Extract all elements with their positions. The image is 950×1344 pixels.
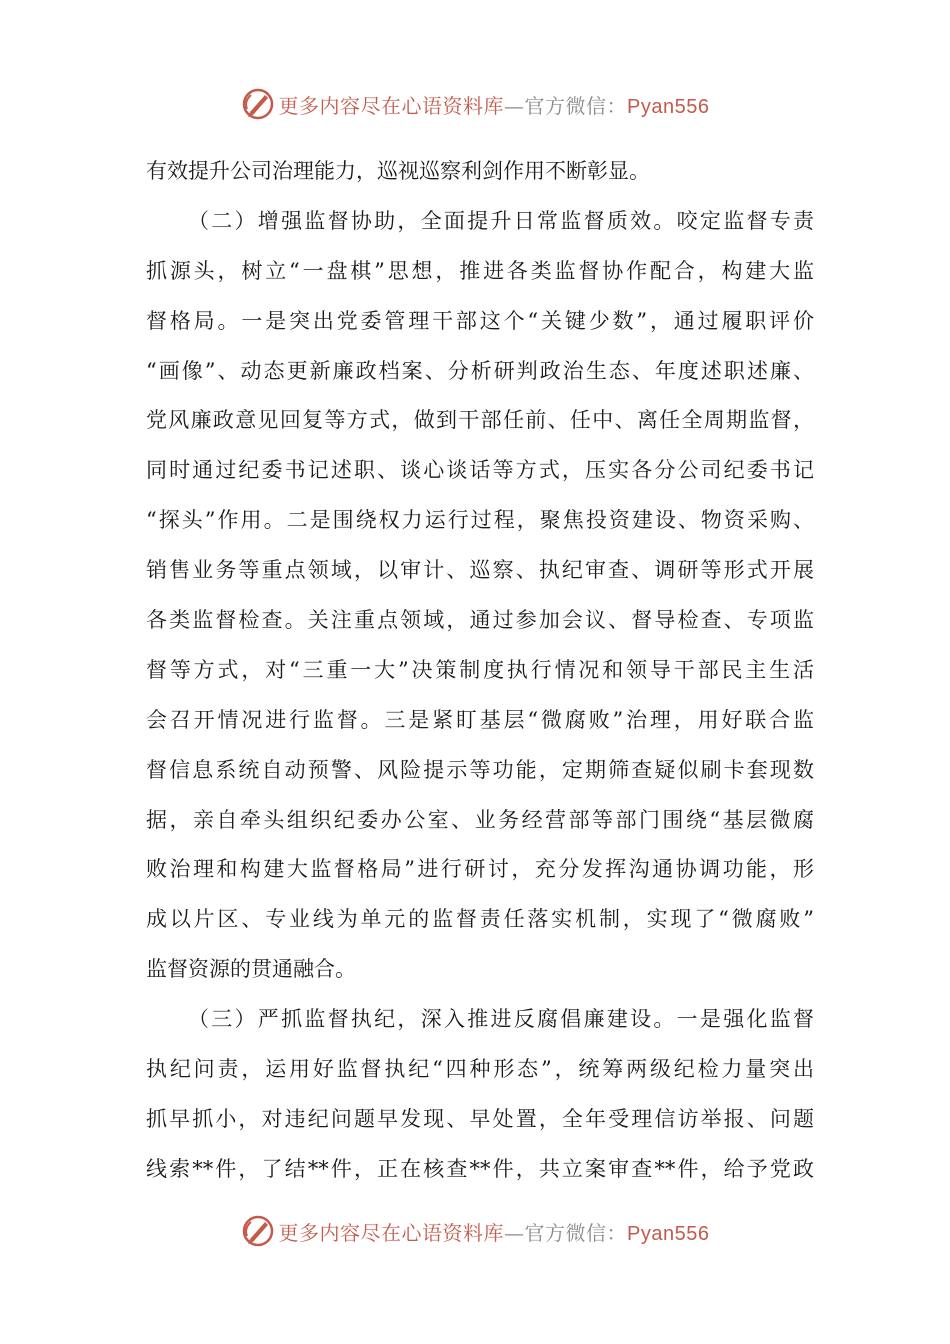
text-line: 销售业务等重点领域，以审计、巡察、执纪审查、调研等形式开展 [146, 558, 814, 583]
text-line: 党风廉政意见回复等方式，做到干部任前、任中、离任全周期监督， [146, 408, 814, 433]
text-line: 据，亲自牵头组织纪委办公室、业务经营部等部门围绕“基层微腐 [146, 807, 814, 832]
text-line: 执纪问责，运用好监督执纪“四种形态”，统筹两级纪检力量突出 [146, 1057, 814, 1082]
text-line: 同时通过纪委书记述职、谈心谈话等方式，压实各分公司纪委书记 [146, 458, 814, 483]
watermark-sub: 官方微信： [524, 93, 628, 118]
watermark-sub: 官方微信： [524, 1220, 628, 1245]
text-line: 有效提升公司治理能力，巡视巡察利剑作用不断彰显。 [146, 159, 650, 183]
text-line: 线索**件，了结**件，正在核查**件，共立案审查**件，给予党政 [146, 1156, 814, 1181]
text-line: 督信息系统自动预警、风险提示等功能，定期筛查疑似刷卡套现数 [146, 757, 814, 782]
text-line: 抓源头，树立“一盘棋”思想，推进各类监督协作配合，构建大监 [146, 258, 814, 283]
text-line: （三）严抓监督执纪，深入推进反腐倡廉建设。一是强化监督 [188, 1007, 814, 1032]
text-line: 会召开情况进行监督。三是紧盯基层“微腐败”治理，用好联合监 [146, 707, 814, 732]
text-line: 监督资源的贯通融合。 [146, 957, 356, 982]
watermark-text [279, 1217, 710, 1246]
watermark-dash: — [504, 1220, 525, 1245]
text-line: 抓早抓小，对违纪问题早发现、早处置，全年受理信访举报、问题 [146, 1106, 814, 1131]
watermark-text [279, 90, 710, 119]
text-line: （二）增强监督协助，全面提升日常监督质效。咬定监督专责 [188, 208, 814, 233]
text-line: “探头”作用。二是围绕权力运行过程，聚焦投资建设、物资采购、 [146, 508, 814, 533]
watermark-id: Pyan556 [627, 1222, 710, 1245]
text-line: 各类监督检查。关注重点领域，通过参加会议、督导检查、专项监 [146, 608, 814, 633]
pen-logo-icon [241, 87, 275, 121]
document-body [146, 147, 814, 1195]
watermark-main: 更多内容尽在心语资料库 [278, 1220, 505, 1245]
header-watermark [0, 84, 950, 124]
watermark-main: 更多内容尽在心语资料库 [278, 93, 505, 118]
text-line: 败治理和构建大监督格局”进行研讨，充分发挥沟通协调功能，形 [146, 857, 814, 882]
watermark-dash: — [504, 93, 525, 118]
text-line: 督格局。一是突出党委管理干部这个“关键少数”，通过履职评价 [146, 308, 814, 333]
pen-logo-icon [241, 1214, 275, 1248]
footer-watermark [0, 1211, 950, 1251]
text-line: 成以片区、专业线为单元的监督责任落实机制，实现了“微腐败” [146, 907, 814, 932]
text-line: “画像”、动态更新廉政档案、分析研判政治生态、年度述职述廉、 [146, 358, 814, 383]
text-line: 督等方式，对“三重一大”决策制度执行情况和领导干部民主生活 [146, 657, 814, 682]
watermark-id: Pyan556 [627, 95, 710, 118]
